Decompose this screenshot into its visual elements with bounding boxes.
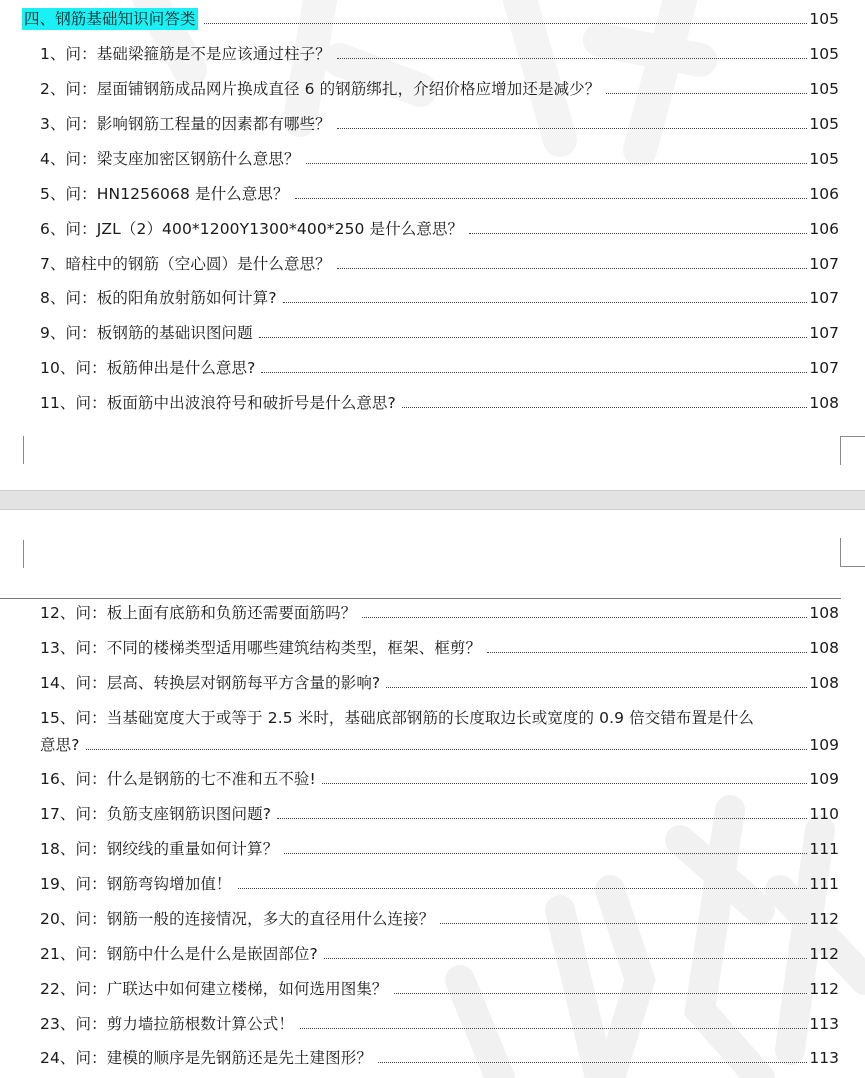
page-number: 108 xyxy=(809,674,839,692)
dot-leader xyxy=(283,301,807,303)
page-number: 107 xyxy=(809,324,839,342)
toc-entry[interactable] xyxy=(40,836,839,860)
toc-entry-label: 22、问：广联达中如何建立楼梯，如何选用图集？ xyxy=(40,980,388,998)
toc-entry-label: 11、问：板面筋中出波浪符号和破折号是什么意思? xyxy=(40,394,396,412)
dot-leader xyxy=(284,852,807,854)
toc-entry[interactable] xyxy=(40,146,839,170)
page-number: 112 xyxy=(809,910,839,928)
dot-leader xyxy=(469,232,807,234)
dot-leader xyxy=(378,1061,807,1063)
toc-entry-label: 5、问：HN1256068 是什么意思？ xyxy=(40,185,289,203)
page-number: 113 xyxy=(809,1015,839,1033)
toc-entry[interactable] xyxy=(40,1011,839,1035)
toc-entry[interactable] xyxy=(40,976,839,1000)
toc-entry[interactable] xyxy=(40,216,839,240)
page-number: 106 xyxy=(809,220,839,238)
dot-leader xyxy=(337,127,807,129)
page-number: 109 xyxy=(809,770,839,788)
margin-corner-top-left xyxy=(0,540,24,568)
toc-entry-line1[interactable] xyxy=(40,705,839,729)
toc-entry[interactable] xyxy=(40,670,839,694)
toc-entry-label: 12、问：板上面有底筋和负筋还需要面筋吗？ xyxy=(40,604,357,622)
dot-leader xyxy=(402,406,807,408)
dot-leader xyxy=(324,957,807,959)
dot-leader xyxy=(337,267,807,269)
toc-entry[interactable] xyxy=(40,600,839,624)
toc-entry-label: 18、问：钢绞线的重量如何计算？ xyxy=(40,840,279,858)
page-number: 108 xyxy=(809,394,839,412)
page-gap xyxy=(0,490,865,510)
dot-leader xyxy=(306,162,807,164)
toc-entry-label: 17、问：负筋支座钢筋识图问题? xyxy=(40,805,272,823)
watermark xyxy=(0,0,865,490)
toc-entry-label: 2、问：屋面铺钢筋成品网片换成直径 6 的钢筋绑扎，介绍价格应增加还是减少？ xyxy=(40,80,601,98)
page-number: 111 xyxy=(809,840,839,858)
toc-entry[interactable] xyxy=(40,41,839,65)
page-number: 106 xyxy=(809,185,839,203)
margin-corner-bottom-left xyxy=(0,436,24,464)
page-number: 110 xyxy=(809,805,839,823)
dot-leader xyxy=(300,1027,807,1029)
toc-entry[interactable] xyxy=(40,635,839,659)
toc-entry[interactable] xyxy=(40,871,839,895)
page-number: 107 xyxy=(809,255,839,273)
toc-entry-label: 10、问：板筋伸出是什么意思? xyxy=(40,359,256,377)
toc-entry-label: 16、问：什么是钢筋的七不准和五不验! xyxy=(40,770,316,788)
toc-entry[interactable] xyxy=(40,285,839,309)
toc-entry[interactable] xyxy=(40,766,839,790)
dot-leader xyxy=(337,57,807,59)
page-number: 113 xyxy=(809,1049,839,1067)
dot-leader xyxy=(204,22,807,24)
margin-corner-bottom-right xyxy=(840,436,865,465)
page-number: 105 xyxy=(809,45,839,63)
toc-entry-label: 19、问：钢筋弯钩增加值！ xyxy=(40,875,232,893)
dot-leader xyxy=(394,992,807,994)
toc-entry-label: 15、问：当基础宽度大于或等于 2.5 米时，基础底部钢筋的长度取边长或宽度的 0.9 倍交错布置是什么 xyxy=(40,709,754,727)
page-number: 105 xyxy=(809,80,839,98)
toc-entry-label: 8、问：板的阳角放射筋如何计算? xyxy=(40,289,277,307)
toc-entry[interactable] xyxy=(40,390,839,414)
dot-leader xyxy=(362,616,807,618)
toc-entry[interactable] xyxy=(40,111,839,135)
toc-entry[interactable] xyxy=(40,1045,839,1069)
document-page-1 xyxy=(0,0,865,490)
dot-leader xyxy=(295,197,807,199)
dot-leader xyxy=(259,336,807,338)
page-number: 109 xyxy=(809,736,839,754)
page-number: 107 xyxy=(809,359,839,377)
toc-entry-label: 9、问：板钢筋的基础识图问题 xyxy=(40,324,253,342)
toc-entry[interactable] xyxy=(40,906,839,930)
toc-entry[interactable] xyxy=(40,76,839,100)
toc-section-heading[interactable] xyxy=(22,6,839,30)
toc-entry[interactable] xyxy=(40,355,839,379)
toc-entry[interactable] xyxy=(40,801,839,825)
dot-leader xyxy=(440,922,807,924)
toc-entry[interactable] xyxy=(40,941,839,965)
toc-entry[interactable] xyxy=(40,181,839,205)
dot-leader xyxy=(86,748,807,750)
dot-leader xyxy=(261,371,807,373)
toc-entry-label: 13、问：不同的楼梯类型适用哪些建筑结构类型，框架、框剪？ xyxy=(40,639,482,657)
document-page-2 xyxy=(0,510,865,1078)
margin-corner-top-right xyxy=(840,538,865,567)
toc-entry-label: 3、问：影响钢筋工程量的因素都有哪些？ xyxy=(40,115,331,133)
dot-leader xyxy=(386,686,807,688)
dot-leader xyxy=(606,92,807,94)
toc-entry[interactable] xyxy=(40,251,839,275)
section-title: 四、钢筋基础知识问答类 xyxy=(24,10,196,28)
page-number: 108 xyxy=(809,639,839,657)
page-number: 112 xyxy=(809,945,839,963)
toc-entry[interactable] xyxy=(40,320,839,344)
toc-entry-label: 7、暗柱中的钢筋（空心圆）是什么意思？ xyxy=(40,255,331,273)
page-number: 105 xyxy=(809,115,839,133)
toc-entry-label: 23、问：剪力墙拉筋根数计算公式！ xyxy=(40,1015,294,1033)
page-number: 107 xyxy=(809,289,839,307)
toc-entry-label: 14、问：层高、转换层对钢筋每平方含量的影响? xyxy=(40,674,381,692)
toc-entry-label: 1、问：基础梁箍筋是不是应该通过柱子？ xyxy=(40,45,331,63)
toc-entry-label: 4、问：梁支座加密区钢筋什么意思？ xyxy=(40,150,300,168)
toc-entry-label: 24、问：建模的顺序是先钢筋还是先土建图形？ xyxy=(40,1049,372,1067)
toc-entry-label: 6、问：JZL（2）400*1200Y1300*400*250 是什么意思？ xyxy=(40,220,464,238)
dot-leader xyxy=(487,651,807,653)
header-rule xyxy=(0,598,841,599)
toc-entry-line2[interactable] xyxy=(40,732,839,756)
page-number: 112 xyxy=(809,980,839,998)
page-number: 111 xyxy=(809,875,839,893)
toc-entry-label: 20、问：钢筋一般的连接情况，多大的直径用什么连接？ xyxy=(40,910,435,928)
page-number: 108 xyxy=(809,604,839,622)
dot-leader xyxy=(238,887,807,889)
toc-entry-label: 21、问：钢筋中什么是什么是嵌固部位? xyxy=(40,945,318,963)
page-number: 105 xyxy=(809,150,839,168)
dot-leader xyxy=(322,782,807,784)
dot-leader xyxy=(277,817,807,819)
page-number: 105 xyxy=(809,10,839,28)
toc-entry-label-continued: 意思? xyxy=(40,736,80,754)
